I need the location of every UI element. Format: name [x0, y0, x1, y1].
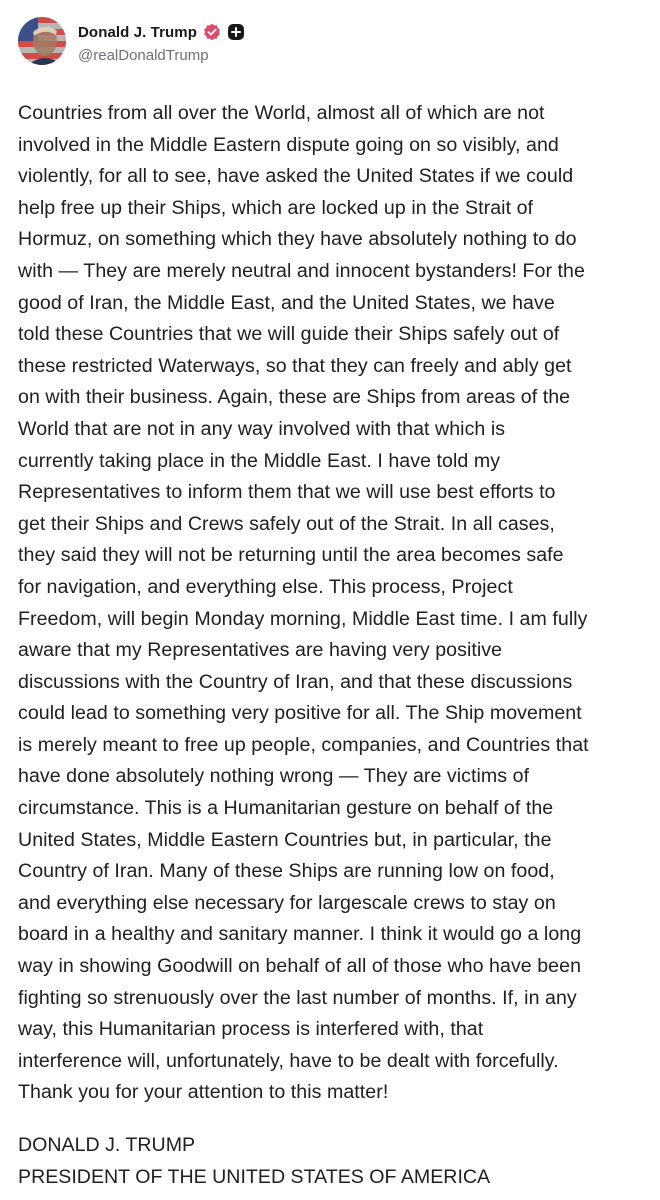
post-text [18, 98, 650, 1109]
post-line: help free up their Ships, which are locked up in the Strait of [18, 196, 534, 219]
post-line: have done absolutely nothing wrong — They are victims of [18, 765, 530, 788]
plus-badge-icon [227, 23, 245, 41]
post-line: they said they will not be returning until the area becomes safe [18, 544, 564, 567]
post-line: get their Ships and Crews safely out of the Strait. In all cases, [18, 512, 555, 535]
post-line: violently, for all to see, have asked the United States if we could [18, 165, 574, 188]
post-line: could lead to something very positive for all. The Ship movement [18, 702, 582, 725]
post-line: board in a healthy and sanitary manner. I think it would go a long [18, 923, 582, 946]
author-handle[interactable]: @realDonaldTrump [78, 47, 209, 64]
post-line: World that are not in any way involved with that which is [18, 417, 506, 440]
post-line: fighting so strenuously over the last number of months. If, in any [18, 986, 577, 1009]
avatar[interactable] [18, 17, 66, 65]
signature-name: DONALD J. TRUMP [18, 1134, 196, 1156]
post-line: on with their business. Again, these are Ships from areas of the [18, 386, 571, 409]
verified-badge-icon [203, 23, 221, 41]
post-line: is merely meant to free up people, companies, and Countries that [18, 733, 589, 756]
post-line: aware that my Representatives are having very positive [18, 639, 503, 662]
post-line: for navigation, and everything else. This process, Project [18, 575, 513, 598]
post-line: involved in the Middle Eastern dispute going on so visibly, and [18, 133, 559, 156]
post-line: Country of Iran. Many of these Ships are running low on food, [18, 860, 555, 883]
signature-title: PRESIDENT OF THE UNITED STATES OF AMERICA [18, 1165, 491, 1188]
name-row [78, 20, 245, 44]
post-line: Thank you for your attention to this matter! [18, 1081, 389, 1104]
post-line: currently taking place in the Middle East. I have told my [18, 449, 501, 472]
post-line: way in showing Goodwill on behalf of all of those who have been [18, 955, 582, 978]
user-avatar-icon [18, 17, 66, 65]
post-line: Hormuz, on something which they have absolutely nothing to do [18, 228, 577, 251]
post-line: told these Countries that we will guide their Ships safely out of [18, 323, 560, 346]
post-line: good of Iran, the Middle East, and the United States, we have [18, 291, 555, 314]
post-line: Countries from all over the World, almost all of which are not [18, 102, 545, 124]
post-line: these restricted Waterways, so that they can freely and ably get [18, 354, 572, 377]
post-line: Representatives to inform them that we will use best efforts to [18, 481, 556, 504]
post-line: interference will, unfortunately, have to be dealt with forcefully. [18, 1049, 559, 1072]
post-header [18, 15, 638, 69]
post-signature [18, 1130, 650, 1193]
post-line: Freedom, will begin Monday morning, Middle East time. I am fully [18, 607, 588, 630]
post-line: circumstance. This is a Humanitarian gesture on behalf of the [18, 797, 554, 820]
post-line: with — They are merely neutral and innocent bystanders! For the [18, 259, 585, 282]
author-name[interactable]: Donald J. Trump [78, 23, 198, 41]
post-line: way, this Humanitarian process is interfered with, that [18, 1018, 484, 1041]
post-line: United States, Middle Eastern Countries but, in particular, the [18, 828, 552, 851]
post-line: discussions with the Country of Iran, and that these discussions [18, 670, 573, 693]
post-line: and everything else necessary for largescale crews to stay on [18, 891, 556, 914]
